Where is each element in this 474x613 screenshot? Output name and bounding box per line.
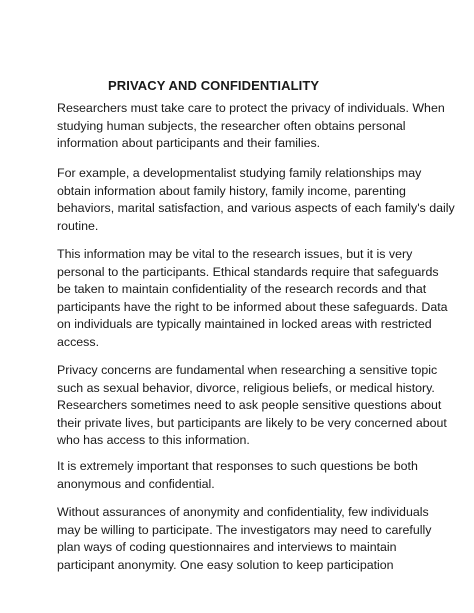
text-line: may be willing to participate. The investigators may need to carefully: [57, 522, 432, 537]
paragraph-ethical-standards: [57, 246, 448, 351]
text-line: anonymous and confidential.: [57, 476, 215, 491]
text-line: obtain information about family history, family income, parenting: [57, 183, 406, 198]
text-line: personal to the participants. Ethical standards require that safeguards: [57, 264, 439, 279]
text-line: routine.: [57, 218, 99, 233]
text-line: For example, a developmentalist studying family relationships may: [57, 166, 422, 180]
text-line: Researchers sometimes need to ask people sensitive questions about: [57, 398, 442, 412]
text-line: Without assurances of anonymity and confidentiality, few individuals: [57, 505, 429, 519]
paragraph-privacy-concerns: [57, 362, 447, 450]
text-line: Privacy concerns are fundamental when researching a sensitive topic: [57, 363, 438, 377]
text-line: studying human subjects, the researcher often obtains personal: [57, 118, 406, 133]
text-line: behaviors, marital satisfaction, and various aspects of each family's daily: [57, 201, 455, 215]
text-line: their private lives, but participants are likely to be very concerned about: [57, 415, 447, 430]
page-title: PRIVACY AND CONFIDENTIALITY: [108, 78, 320, 93]
text-line: be taken to maintain confidentiality of the research records and that: [57, 282, 427, 296]
paragraph-family-example: [57, 165, 455, 235]
text-line: on individuals are typically maintained in locked areas with restricted: [57, 317, 432, 331]
text-line: This information may be vital to the research issues, but it is very: [57, 247, 413, 261]
text-line: plan ways of coding questionnaires and interviews to maintain: [57, 540, 397, 554]
text-line: Researchers must take care to protect the privacy of individuals. When: [57, 101, 445, 115]
paragraph-privacy-intro: [57, 100, 445, 153]
text-line: who has access to this information.: [57, 433, 250, 447]
text-line: It is extremely important that responses to such questions be both: [57, 459, 418, 473]
paragraph-anonymous-responses: [57, 458, 437, 493]
text-line: information about participants and their families.: [57, 136, 321, 150]
text-line: access.: [57, 334, 100, 349]
paragraph-anonymity-assurances: [57, 504, 437, 574]
text-line: participant anonymity. One easy solution to keep participation: [57, 557, 394, 572]
text-line: such as sexual behavior, divorce, religious beliefs, or medical history.: [57, 380, 435, 395]
text-line: participants have the right to be informed about these safeguards. Data: [57, 299, 448, 314]
